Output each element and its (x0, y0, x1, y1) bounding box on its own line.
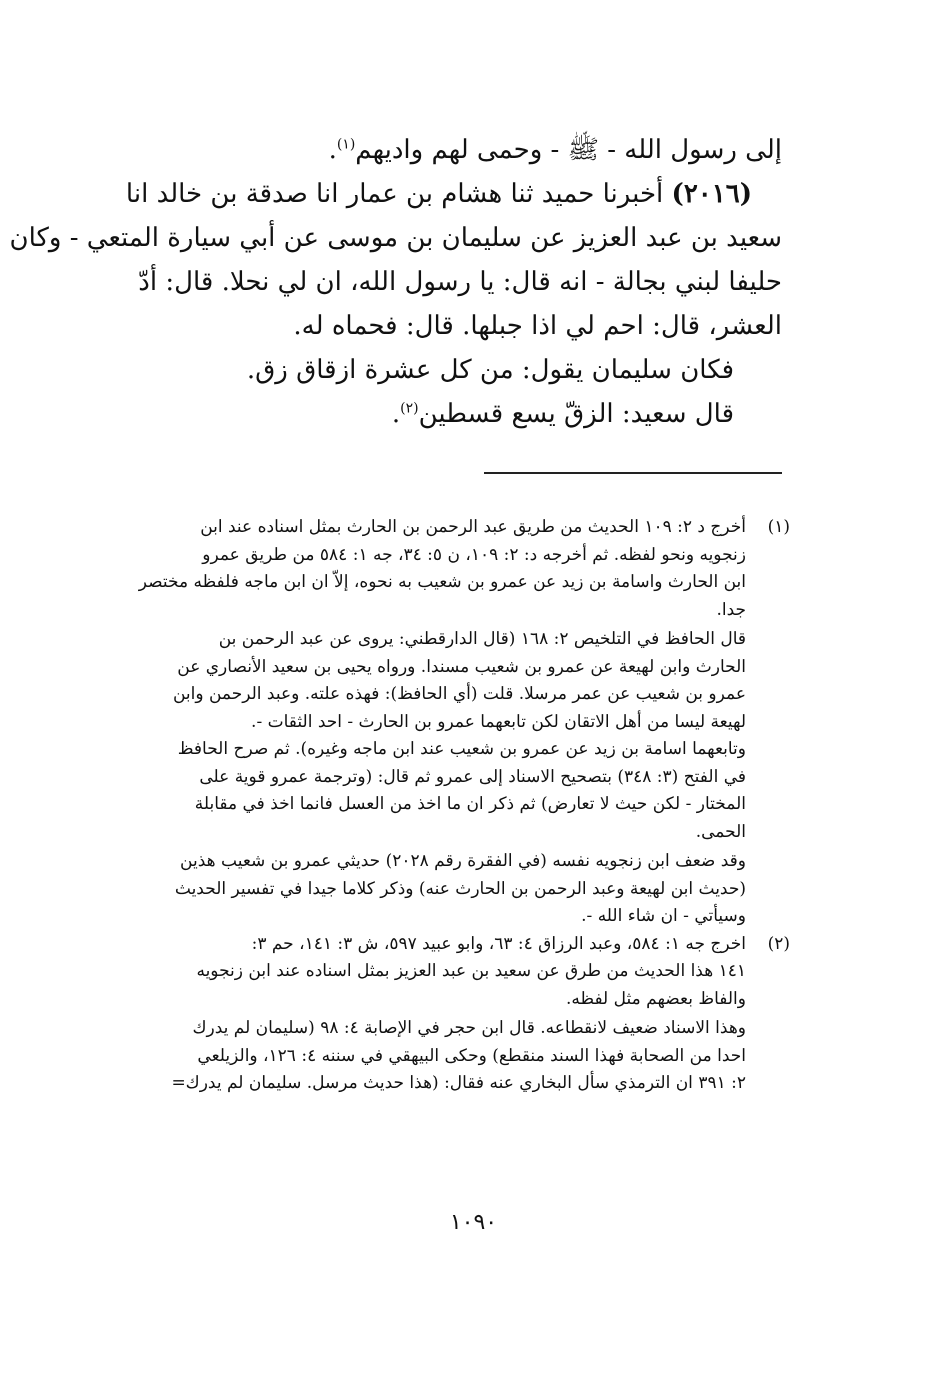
hadith-entry-line (110, 172, 782, 216)
text-segment: . (328, 135, 337, 165)
footnote (100, 514, 790, 931)
footnote-line: وتابعهما اسامة بن زيد عن عمرو بن شعيب عند ابن ماجه وغيره). ثم صرح الحافظ (177, 739, 746, 759)
entry-number: (٢٠١٦) (671, 179, 752, 209)
footnote-line: المختار - لكن حيث لا تعارض) ثم ذكر ان ما اخذ من العسل فانما اخذ في مقابلة (194, 794, 746, 814)
footnote-line: جدا. (716, 599, 746, 620)
footnote-line: ٢: ٣٩١ ان الترمذي سأل البخاري عنه فقال: (هذا حديث مرسل. سليمان لم يدرك= (171, 1073, 746, 1093)
footnote-line: ١٤١ هذا الحديث من طرق عن سعيد بن عبد العزيز بمثل اسناده عند ابن زنجويه (196, 961, 746, 981)
text-line (110, 128, 782, 172)
footnote-line: (حديث ابن لهيعة وعبد الرحمن بن الحارث عنه) وذكر كلاما جيدا في تفسير الحديث (174, 878, 746, 899)
text-line: حليفا لبني بجالة - انه قال: يا رسول الله، ان لي نحلا. قال: أدّ (138, 267, 782, 297)
page-number: ١٠٩٠ (449, 1210, 498, 1235)
footnote-body (100, 514, 746, 931)
footnotes (100, 514, 790, 1098)
footnote-line: الحمى. (695, 821, 746, 842)
footnote-line: ابن الحارث واسامة بن زيد عن عمرو بن شعيب به نحوه، إلاّ ان ابن ماجه فلفظه مختصر (138, 572, 746, 592)
footnote-body (100, 931, 746, 1098)
footnote-line: اخرج جه ١: ٥٨٤، وعبد الرزاق ٤: ٦٣، وابو عبيد ٥٩٧، ش ٣: ١٤١، حم ٣: (251, 933, 746, 954)
text-segment: قال سعيد: الزقّ يسع قسطين (418, 399, 734, 429)
footnote-line: أخرج د ٢: ١٠٩ الحديث من طريق عبد الرحمن بن الحارث بمثل اسناده عند ابن (200, 517, 746, 537)
footnote-line: وسيأتي - ان شاء الله -. (581, 906, 746, 926)
footnote-line: وهذا الاسناد ضعيف لانقطاعه. قال ابن حجر في الإصابة ٤: ٩٨ (سليمان لم يدرك (192, 1018, 746, 1038)
footnote-ref[interactable]: (١) (336, 136, 356, 153)
footnote-number: (١) (767, 517, 790, 537)
footnote-line: زنجويه ونحو لفظه. ثم أخرجه د: ٢: ١٠٩، ن ٥: ٣٤، جه ١: ٥٨٤ من طريق عمرو (202, 544, 746, 565)
text-line (110, 392, 782, 436)
footnote (100, 931, 790, 1098)
footnote-ref[interactable]: (٢) (400, 400, 419, 417)
text-line: سعيد بن عبد العزيز عن سليمان بن موسى عن أبي سيارة المتعي - وكان (9, 223, 782, 253)
footnote-line: لهيعة ليسا من أهل الاتقان لكن تابعهما عمرو بن الحارث - احد الثقات -. (251, 711, 746, 732)
footnote-line: الحارث وابن لهيعة عن عمرو بن شعيب مسندا. ورواه يحيى بن سعيد الأنصاري عن (177, 656, 746, 677)
footnote-number: (٢) (767, 933, 790, 954)
footnote-line: احدا من الصحابة فهذا السند منقطع) وحكى البيهقي في سننه ٤: ١٢٦، والزيلعي (197, 1045, 746, 1066)
main-text (9, 128, 782, 436)
text-segment: أخبرنا حميد ثنا هشام بن عمار انا صدقة بن خالد انا (125, 179, 672, 209)
footnote-line: في الفتح (٣: ٣٤٨) بتصحيح الاسناد إلى عمرو ثم قال: (وترجمة عمرو قوية على (199, 766, 746, 787)
text-line: العشر، قال: احم لي اذا جبلها. قال: فحماه له. (293, 311, 782, 341)
text-line: فكان سليمان يقول: من كل عشرة ازقاق زق. (246, 355, 734, 385)
footnote-line: عمرو بن شعيب عن عمر مرسلا. قلت (أي الحافظ): فهذه علته. وعبد الرحمن وابن (172, 684, 746, 704)
footnote-line: قال الحافظ في التلخيص ٢: ١٦٨ (قال الدارقطني: يروى عن عبد الرحمن بن (218, 629, 746, 649)
text-segment: . (391, 399, 401, 429)
footnote-line: وقد ضعف ابن زنجويه نفسه (في الفقرة رقم ٢٠٢٨) حديثي عمرو بن شعيب هذين (180, 851, 746, 871)
footnote-line: والفاظ بعضهم مثل لفظه. (565, 988, 746, 1009)
text-segment: إلى رسول الله - ﷺ - وحمى لهم واديهم (355, 135, 782, 165)
footnote-divider (484, 472, 782, 474)
